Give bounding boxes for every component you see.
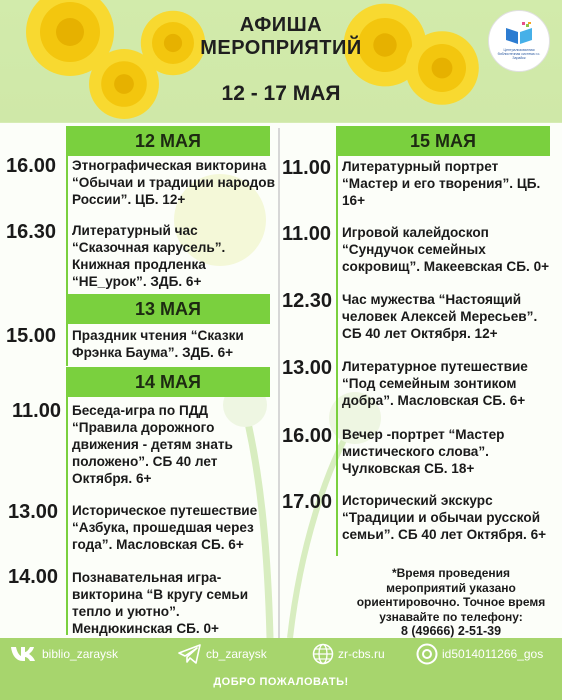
- event-line: Час мужества “Настоящий: [342, 292, 522, 307]
- event-line: Исторический экскурс: [342, 493, 493, 508]
- title-line-1: АФИША: [239, 14, 323, 36]
- event-time: 16.00: [6, 155, 57, 177]
- welcome-text: ДОБРО ПОЖАЛОВАТЬ!: [213, 676, 349, 688]
- note-line: узнавайте по телефону:: [379, 609, 523, 624]
- event-description: [342, 426, 556, 477]
- event-time: 12.30: [282, 290, 333, 312]
- event-description: [72, 502, 278, 553]
- event-line: Познавательная игра-: [72, 570, 222, 585]
- event-time: 14.00: [8, 566, 59, 588]
- phone-number: 8 (49666) 2-51-39: [400, 624, 502, 639]
- event-time: 11.00: [282, 157, 331, 179]
- telegram-handle: cb_zaraysk: [206, 647, 267, 661]
- event-line: Историческое путешествие: [72, 503, 258, 518]
- day-timeline-bar: [66, 156, 68, 294]
- event-line: тепло и уютно”.: [72, 604, 180, 619]
- logo-text: Централизованная библиотечная система г.о. Зарайск: [497, 48, 541, 60]
- event-line: семьи”. СБ 40 лет Октября. 6+: [342, 527, 547, 542]
- day-header-13-may: 13 МАЯ: [66, 294, 270, 324]
- title-line-2: МЕРОПРИЯТИЙ: [200, 37, 362, 59]
- event-time: 16.30: [6, 221, 57, 243]
- event-line: “Мастер и его творения”. ЦБ.: [342, 176, 541, 191]
- event-description: [72, 327, 278, 361]
- event-line: СБ 40 лет Октября. 12+: [342, 326, 498, 341]
- event-line: Литературное путешествие: [342, 359, 528, 374]
- event-line: Книжная продленка: [72, 257, 206, 272]
- event-line: Этнографическая викторина: [72, 158, 267, 173]
- event-description: [72, 402, 278, 487]
- library-logo: [488, 10, 550, 72]
- event-time: 15.00: [6, 325, 57, 347]
- event-description: [342, 291, 556, 342]
- event-line: движения - детям знать: [72, 437, 233, 452]
- ok-link[interactable]: [416, 642, 543, 666]
- event-line: “НЕ_урок”. ЗДБ. 6+: [72, 274, 202, 289]
- event-line: Октября. 6+: [72, 471, 152, 486]
- at-sign-icon: [416, 643, 438, 665]
- page-title: [0, 14, 562, 60]
- telegram-icon: [178, 644, 202, 664]
- event-line: положено”. СБ 40 лет: [72, 454, 218, 469]
- event-description: [342, 224, 556, 275]
- website-link[interactable]: [312, 642, 385, 666]
- event-description: [342, 158, 556, 209]
- event-line: Праздник чтения “Сказки: [72, 328, 244, 343]
- event-line: “Сказочная карусель”.: [72, 240, 226, 255]
- event-line: Фрэнка Баума”. ЗДБ. 6+: [72, 345, 234, 360]
- day-timeline-bar: [336, 156, 338, 556]
- event-line: Литературный портрет: [342, 159, 499, 174]
- telegram-link[interactable]: [178, 642, 267, 666]
- event-line: “Азбука, прошедшая через: [72, 520, 254, 535]
- event-line: Литературный час: [72, 223, 198, 238]
- note-line: ориентировочно. Точное время: [356, 595, 546, 610]
- event-line: добра”. Масловская СБ. 6+: [342, 393, 526, 408]
- event-time: 13.00: [282, 357, 333, 379]
- event-line: Беседа-игра по ПДД: [72, 403, 209, 418]
- event-line: мистического слова”.: [342, 444, 489, 459]
- event-line: 16+: [342, 193, 366, 208]
- note-line: мероприятий указано: [386, 580, 516, 595]
- event-line: “Обычаи и традиции народов: [72, 175, 275, 190]
- vk-handle: biblio_zaraysk: [42, 647, 119, 661]
- column-divider: [278, 128, 280, 643]
- event-time: 17.00: [282, 491, 333, 513]
- event-description: [72, 157, 278, 208]
- ok-handle: id5014011266_gos: [442, 647, 544, 661]
- day-timeline-bar: [66, 324, 68, 366]
- event-line: Вечер -портрет “Мастер: [342, 427, 505, 442]
- event-line: “Правила дорожного: [72, 420, 215, 435]
- event-line: викторина “В кругу семьи: [72, 587, 249, 602]
- event-description: [342, 358, 556, 409]
- event-line: “Традиции и обычаи русской: [342, 510, 541, 525]
- event-description: [72, 222, 278, 290]
- day-header-15-may: 15 МАЯ: [336, 126, 550, 156]
- event-line: человек Алексей Мересьев”.: [342, 309, 538, 324]
- day-timeline-bar: [66, 397, 68, 635]
- day-header-12-may: 12 МАЯ: [66, 126, 270, 156]
- event-time: 11.00: [12, 400, 61, 422]
- event-line: сокровищ”. Макеевская СБ. 0+: [342, 259, 550, 274]
- day-header-14-may: 14 МАЯ: [66, 367, 270, 397]
- event-description: [342, 492, 556, 543]
- book-icon: [504, 22, 534, 46]
- event-line: “Под семейным зонтиком: [342, 376, 517, 391]
- vk-icon: [10, 645, 38, 663]
- event-line: Игровой калейдоскоп: [342, 225, 489, 240]
- event-description: [72, 569, 278, 637]
- globe-icon: [312, 643, 334, 665]
- event-line: Мендюкинская СБ. 0+: [72, 621, 219, 636]
- time-note: [352, 566, 550, 639]
- event-time: 16.00: [282, 425, 333, 447]
- event-line: России”. ЦБ. 12+: [72, 192, 186, 207]
- event-time: 11.00: [282, 223, 331, 245]
- website-url: zr-cbs.ru: [338, 647, 385, 661]
- event-line: “Сундучок семейных: [342, 242, 486, 257]
- vk-link[interactable]: [10, 642, 118, 666]
- event-time: 13.00: [8, 501, 59, 523]
- note-line: *Время проведения: [391, 566, 511, 580]
- event-line: года”. Масловская СБ. 6+: [72, 537, 244, 552]
- date-range: 12 - 17 МАЯ: [221, 82, 341, 105]
- event-line: Чулковская СБ. 18+: [342, 461, 475, 476]
